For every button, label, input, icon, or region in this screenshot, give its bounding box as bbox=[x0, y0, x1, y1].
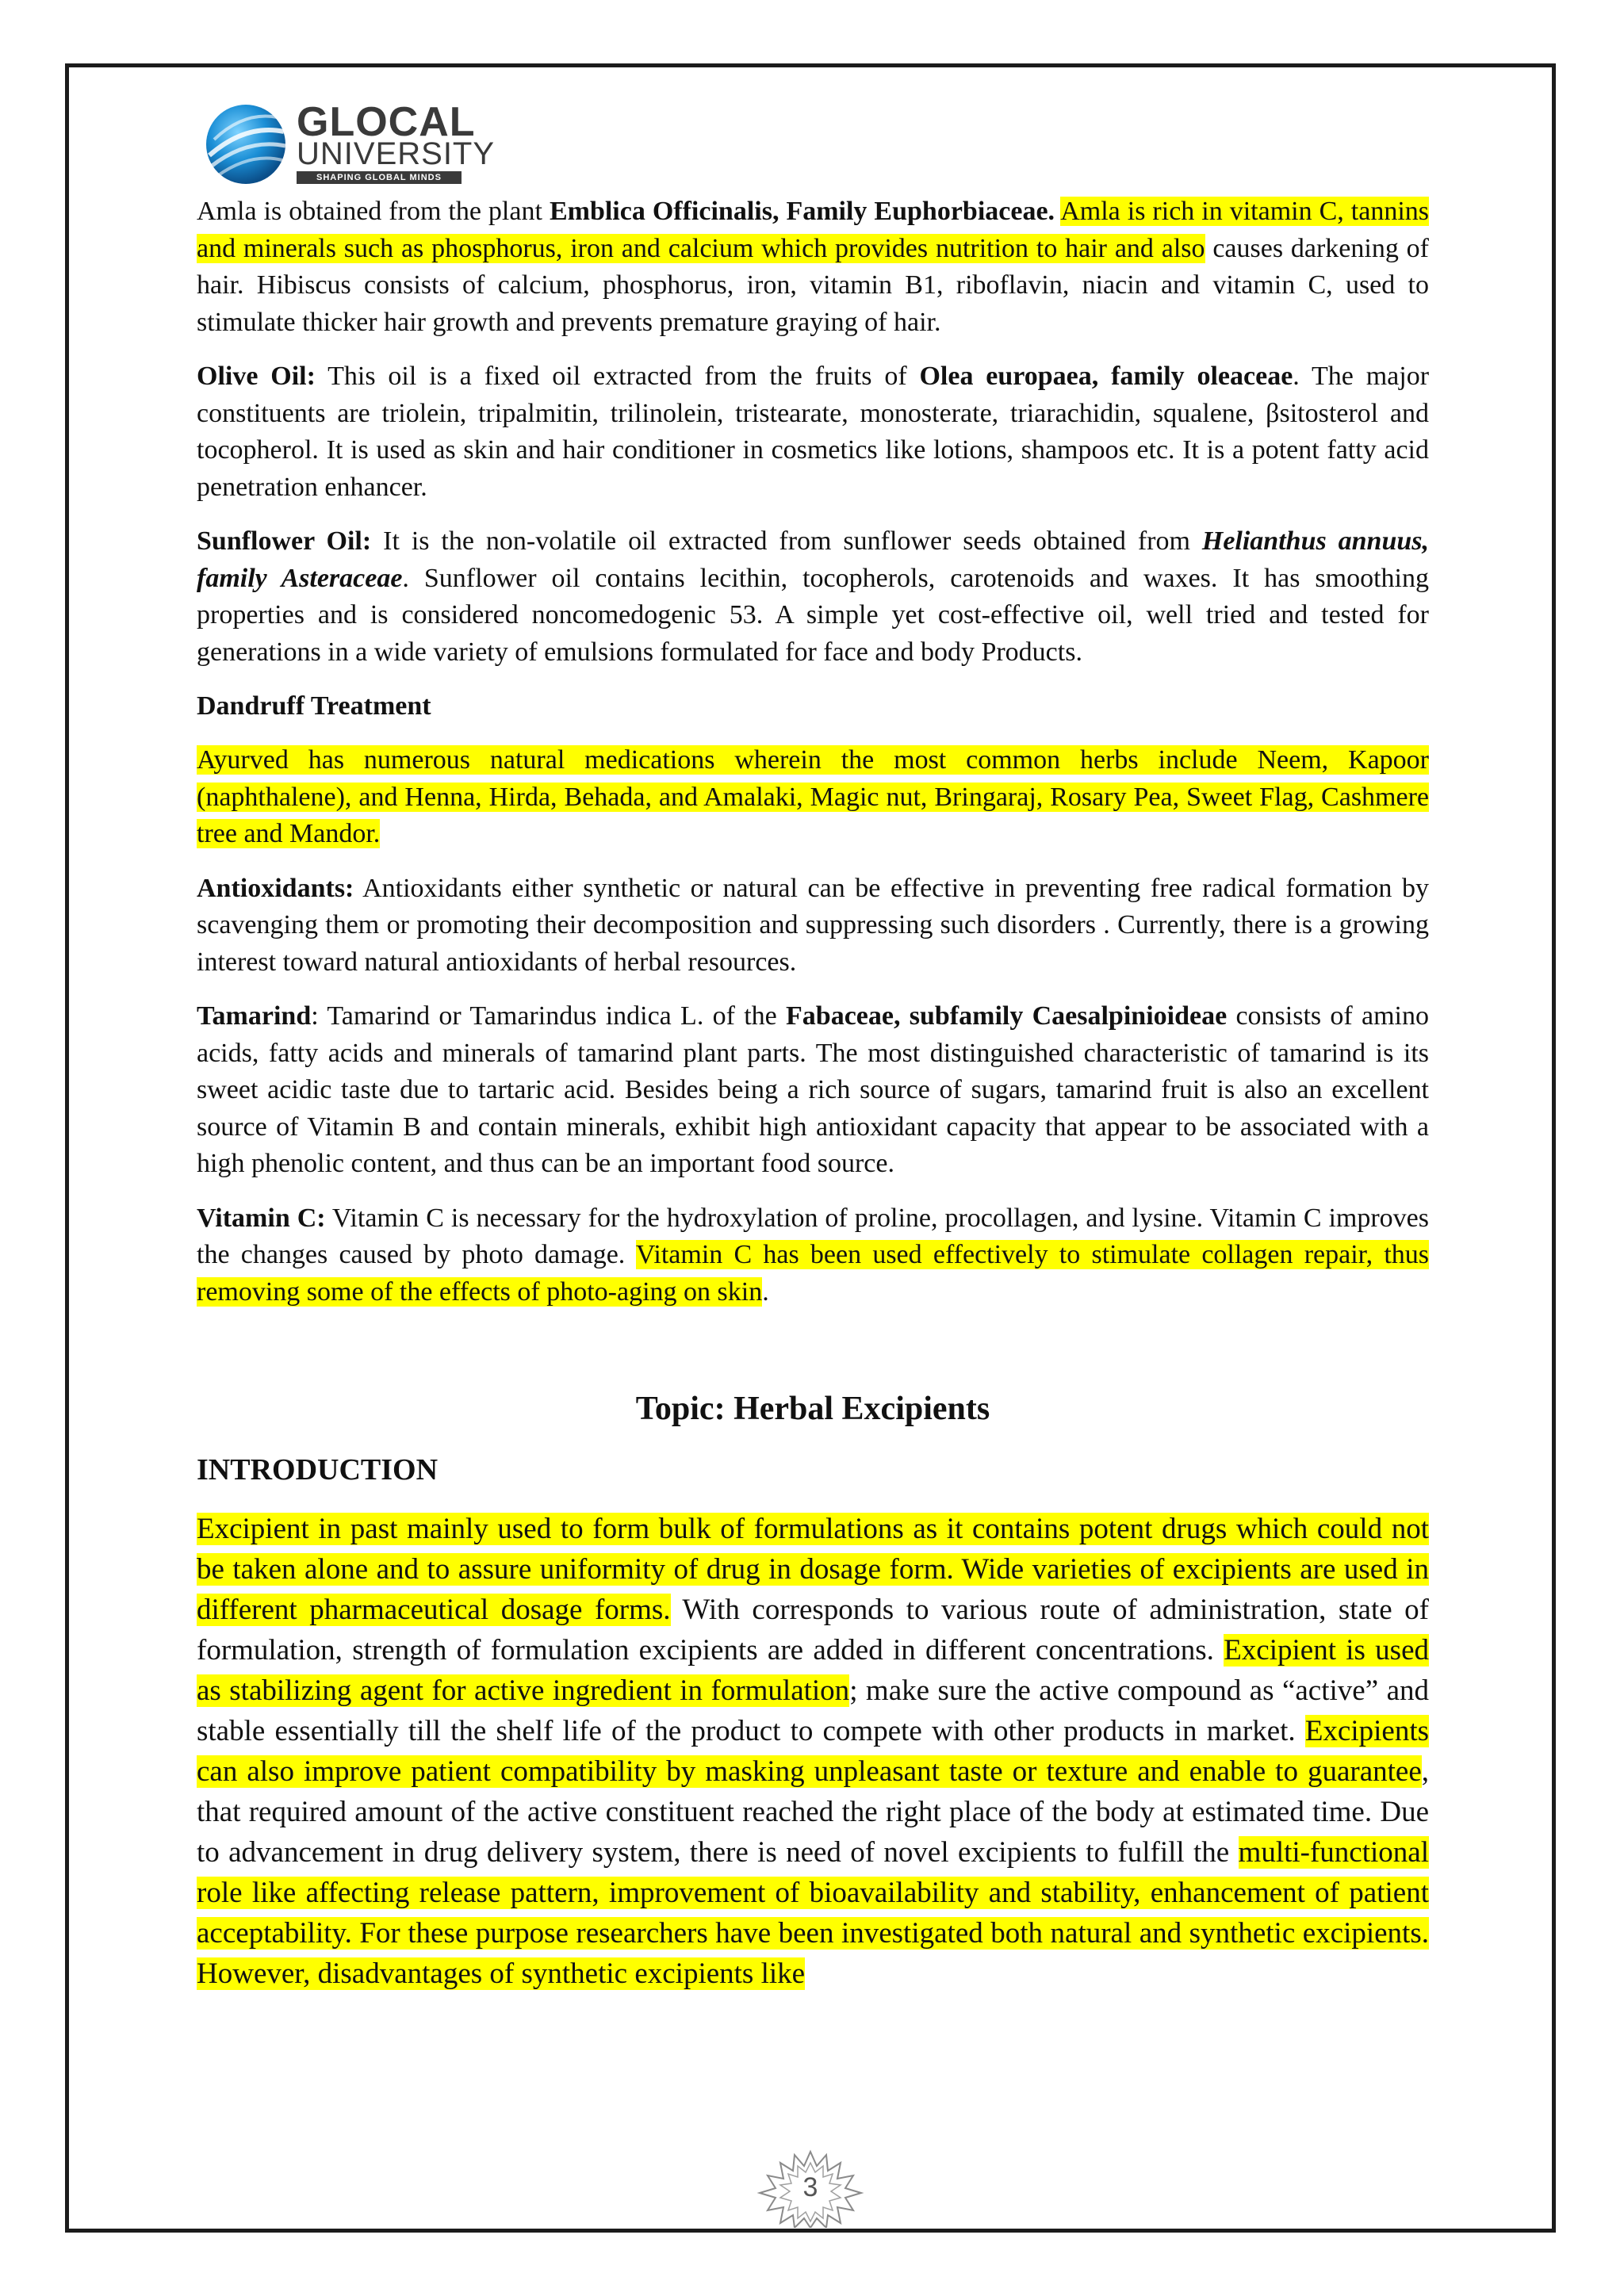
bold-text: Olive Oil: bbox=[197, 362, 316, 391]
page-number: 3 bbox=[802, 2172, 818, 2202]
text: It is the non-volatile oil extracted from sunflower seeds obtained from bbox=[371, 526, 1202, 556]
logo-tagline: SHAPING GLOBAL MINDS bbox=[297, 171, 462, 184]
paragraph-dandruff bbox=[197, 742, 1429, 853]
paragraph-tamarind bbox=[197, 998, 1429, 1183]
highlighted-text: Ayurved has numerous natural medications wherein the most common herbs include Neem, Kapoor (naphthalene), and Henna, Hirda, Behada, and Amalaki, Magic nut, Bringaraj, Rosary Pea, Sweet Flag, Cashmere tree and Mandor. bbox=[197, 745, 1429, 848]
highlighted-text: multi-functional role like affecting release pattern, improvement of bioavailability and stability, enhancement of patient acceptability. For these purpose researchers have been investigated both natural and synthetic excipients. However, disadvantages of synthetic excipients like bbox=[197, 1836, 1429, 1990]
heading-dandruff-treatment: Dandruff Treatment bbox=[197, 691, 431, 721]
globe-icon bbox=[198, 100, 293, 187]
bold-text: Emblica Officinalis, Family Euphorbiaceae. bbox=[549, 197, 1055, 226]
text: . Sunflower oil contains lecithin, tocopherols, carotenoids and waxes. It has smoothing properties and is considered noncomedogenic 53. A simple yet cost-effective oil, well tried and tested for generations in a wide variety of emulsions formulated for face and body Products. bbox=[197, 563, 1429, 667]
text: : Tamarind or Tamarindus indica L. of the bbox=[311, 1001, 787, 1031]
topic-title: Topic: Herbal Excipients bbox=[635, 1391, 990, 1427]
paragraph-amla bbox=[197, 193, 1429, 341]
heading-introduction: INTRODUCTION bbox=[197, 1453, 439, 1487]
bold-text: Vitamin C: bbox=[197, 1203, 326, 1233]
paragraph-introduction bbox=[197, 1509, 1429, 1994]
paragraph-sunflower-oil bbox=[197, 523, 1429, 671]
bold-text: Tamarind bbox=[197, 1001, 312, 1031]
paragraph-olive-oil bbox=[197, 358, 1429, 506]
text: This oil is a fixed oil extracted from the fruits of bbox=[315, 362, 920, 391]
text: . The major constituents are triolein, tripalmitin, trilinolein, tristearate, monosterate, triarachidin, squalene, βsitosterol and tocopherol. It is used as skin and hair conditioner in cosmetics like lotions, shampoos etc. It is a potent fatty acid penetration enhancer. bbox=[197, 362, 1430, 502]
university-logo bbox=[198, 99, 496, 187]
text: Vitamin C is necessary for the hydroxylation of proline, procollagen, and lysine. Vitamin C improves the changes caused by photo damage. bbox=[197, 1203, 1429, 1269]
bold-text: Antioxidants: bbox=[197, 873, 354, 903]
highlighted-text: Excipient in past mainly used to form bulk of formulations as it contains potent drugs which could not be taken alone and to assure uniformity of drug in dosage form. Wide varieties of excipients are used in different pharmaceutical dosage forms. bbox=[197, 1513, 1429, 1626]
bold-text: Fabaceae, subfamily Caesalpinioideae bbox=[786, 1001, 1228, 1031]
text: . bbox=[762, 1276, 769, 1307]
paragraph-vitamin-c bbox=[197, 1200, 1429, 1311]
highlighted-text: Excipient is used as stabilizing agent for active ingredient in formulation bbox=[197, 1634, 1429, 1707]
text: Antioxidants either synthetic or natural can be effective in preventing free radical formation by scavenging them or promoting their decomposition and suppressing such disorders . Currently, there is a growing interest toward natural antioxidants of herbal resources. bbox=[197, 873, 1429, 977]
highlighted-text: Excipients can also improve patient compatibility by masking unpleasant taste or texture and enable to guarantee bbox=[197, 1715, 1429, 1788]
highlighted-text: Amla is rich in vitamin C, tannins and minerals such as phosphorus, iron and calcium which provides nutrition to hair and also bbox=[197, 197, 1430, 263]
paragraph-antioxidants bbox=[197, 871, 1429, 982]
bold-text: Sunflower Oil: bbox=[197, 526, 372, 556]
bold-text: Olea europaea, family oleaceae bbox=[919, 362, 1293, 391]
bold-italic-text: Helianthus annuus, family Asteraceae bbox=[197, 526, 1429, 593]
logo-name-line2: UNIVERSITY bbox=[297, 136, 496, 171]
text: With corresponds to various route of administration, state of formulation, strength of formulation excipients are added in different concentrations. bbox=[197, 1594, 1429, 1667]
text: consists of amino acids, fatty acids and minerals of tamarind plant parts. The most distinguished characteristic of tamarind is its sweet acidic taste due to tartaric acid. Besides being a rich source of sugars, tamarind fruit is also an excellent source of Vitamin B and contain minerals, exhibit high antioxidant capacity that appear to be associated with a high phenolic content, and thus can be an important food source. bbox=[197, 1001, 1430, 1178]
logo-name-line1: GLOCAL bbox=[297, 99, 476, 145]
highlighted-text: Vitamin C has been used effectively to stimulate collagen repair, thus removing some of the effects of photo-aging on skin bbox=[197, 1240, 1429, 1307]
document-body bbox=[197, 193, 1429, 2011]
text: Amla is obtained from the plant bbox=[197, 197, 550, 226]
text: , that required amount of the active constituent reached the right place of the body at estimated time. Due to advancement in drug delivery system, there is need of novel excipients to fulfill the bbox=[197, 1755, 1429, 1869]
page-number-badge bbox=[741, 2149, 880, 2228]
text: causes darkening of hair. Hibiscus consists of calcium, phosphorus, iron, vitamin B1, riboflavin, niacin and vitamin C, used to stimulate thicker hair growth and prevents premature graying of hair. bbox=[197, 233, 1429, 337]
text: ; make sure the active compound as “active” and stable essentially till the shelf life of the product to compete with other products in market. bbox=[197, 1674, 1429, 1747]
